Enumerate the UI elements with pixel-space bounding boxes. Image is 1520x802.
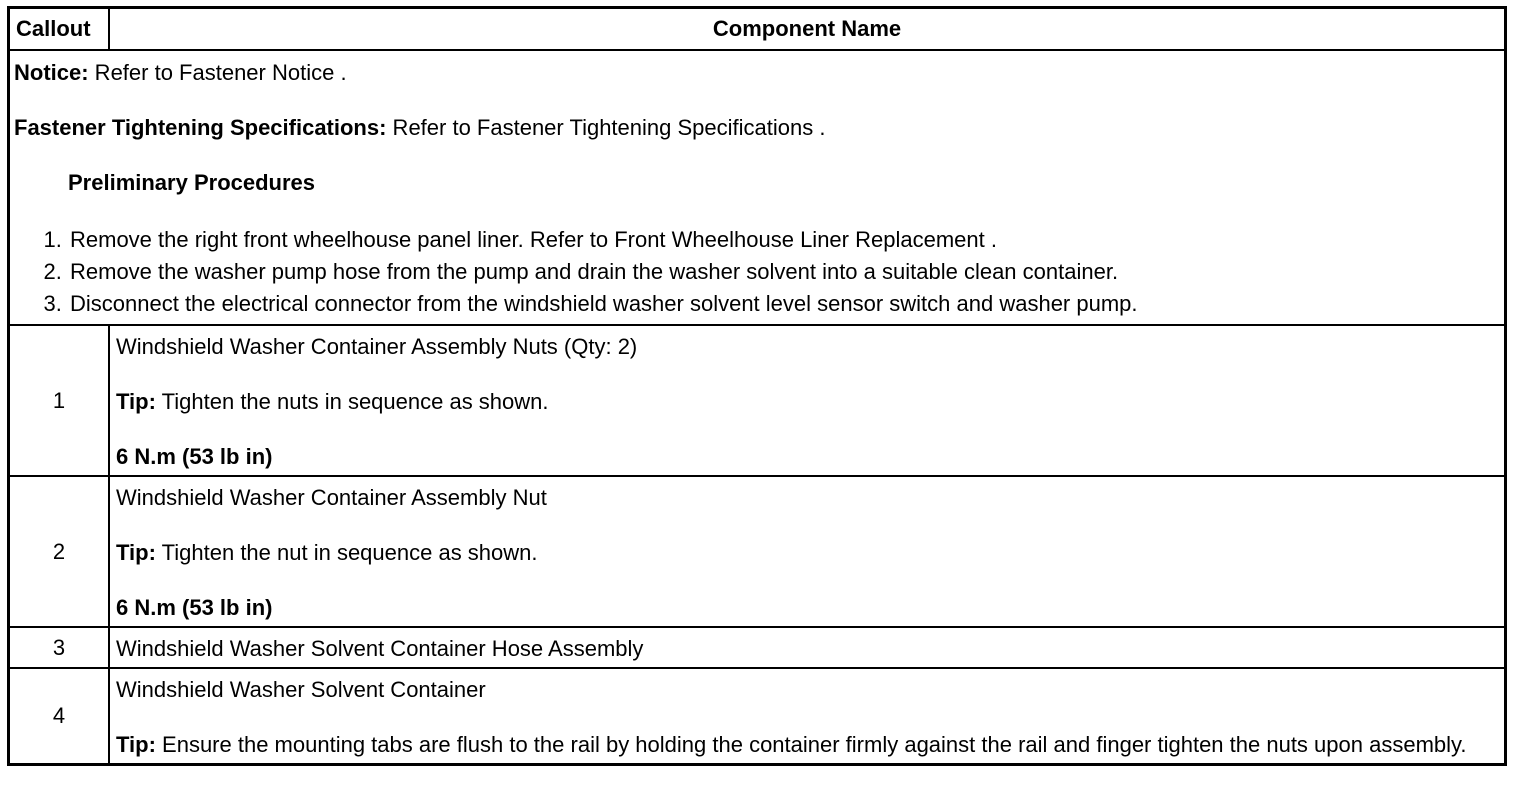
step-item: 3. Disconnect the electrical connector from the windshield washer solvent level sensor switch and washer pump. bbox=[68, 288, 1500, 320]
tip-text: Tighten the nut in sequence as shown. bbox=[155, 540, 538, 565]
notice-text: Refer to Fastener Notice . bbox=[88, 60, 347, 85]
component-name-header: Component Name bbox=[109, 8, 1506, 51]
tip-line bbox=[116, 538, 1498, 567]
notes-row bbox=[9, 50, 1506, 325]
component-name: Windshield Washer Solvent Container bbox=[116, 677, 486, 702]
component-cell bbox=[109, 627, 1506, 668]
callout-number: 4 bbox=[9, 668, 110, 765]
fastener-spec-line bbox=[14, 114, 1500, 142]
header-row bbox=[9, 8, 1506, 51]
tip-text: Ensure the mounting tabs are flush to the rail by holding the container firmly against the rail and finger tighten the nuts upon assembly. bbox=[155, 732, 1467, 757]
component-name: Windshield Washer Container Assembly Nuts (Qty: 2) bbox=[116, 334, 638, 359]
table-row bbox=[9, 627, 1506, 668]
torque-spec: 6 N.m (53 lb in) bbox=[116, 444, 273, 469]
notice-line bbox=[14, 59, 1500, 87]
fastener-spec-label: Fastener Tightening Specifications: bbox=[14, 115, 387, 140]
table-row bbox=[9, 668, 1506, 765]
notes-cell bbox=[9, 50, 1506, 325]
tip-label: Tip: bbox=[116, 540, 156, 565]
notice-label: Notice: bbox=[14, 60, 89, 85]
component-cell bbox=[109, 668, 1506, 765]
component-table bbox=[7, 6, 1507, 766]
component-name: Windshield Washer Container Assembly Nut bbox=[116, 485, 547, 510]
preliminary-title: Preliminary Procedures bbox=[68, 170, 316, 195]
component-cell bbox=[109, 325, 1506, 476]
torque-spec: 6 N.m (53 lb in) bbox=[116, 595, 273, 620]
component-name: Windshield Washer Solvent Container Hose Assembly bbox=[116, 636, 644, 661]
tip-line bbox=[116, 387, 1498, 416]
tip-label: Tip: bbox=[116, 732, 156, 757]
tip-label: Tip: bbox=[116, 389, 156, 414]
callout-number: 1 bbox=[9, 325, 110, 476]
step-item: 2. Remove the washer pump hose from the pump and drain the washer solvent into a suitable clean container. bbox=[68, 256, 1500, 288]
table-row bbox=[9, 325, 1506, 476]
fastener-spec-text: Refer to Fastener Tightening Specifications . bbox=[386, 115, 826, 140]
preliminary-steps bbox=[14, 224, 1500, 320]
callout-number: 3 bbox=[9, 627, 110, 668]
component-cell bbox=[109, 476, 1506, 627]
callout-number: 2 bbox=[9, 476, 110, 627]
callout-header: Callout bbox=[9, 8, 110, 51]
step-item: 1. Remove the right front wheelhouse panel liner. Refer to Front Wheelhouse Liner Replacement . bbox=[68, 224, 1500, 256]
tip-text: Tighten the nuts in sequence as shown. bbox=[155, 389, 549, 414]
tip-line bbox=[116, 730, 1498, 759]
table-row bbox=[9, 476, 1506, 627]
